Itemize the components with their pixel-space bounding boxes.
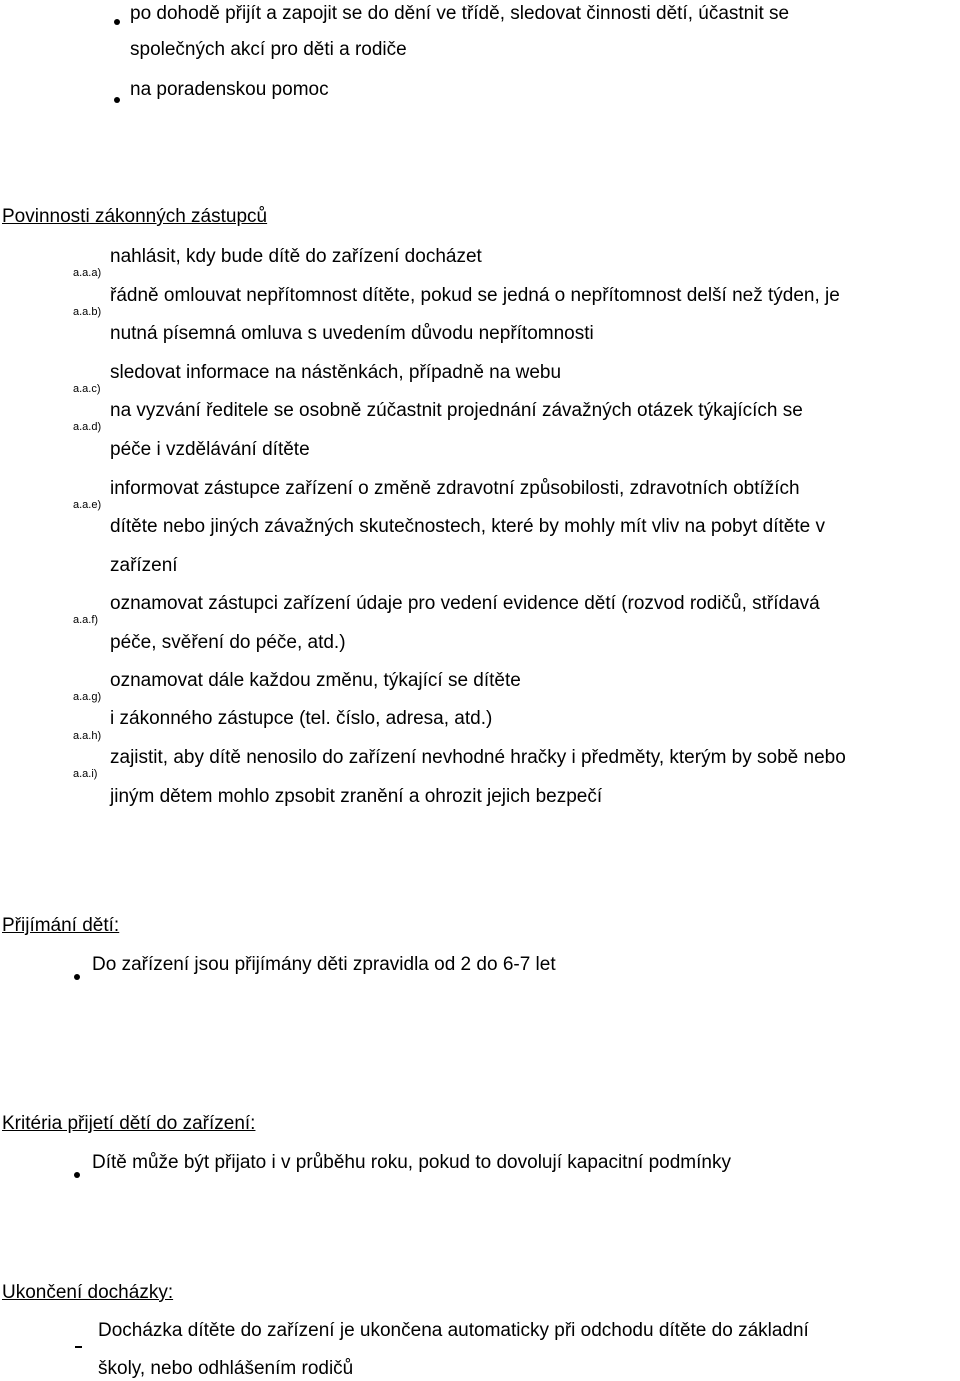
dash-icon — [75, 1346, 82, 1348]
duty-text: dítěte nebo jiných závažných skutečnostech, které by mohly mít vliv na pobyt dítěte v — [110, 516, 825, 537]
list-item-text: společných akcí pro děti a rodiče — [130, 39, 407, 60]
list-item-text: Do zařízení jsou přijímány děti zpravidla od 2 do 6-7 let — [92, 954, 556, 975]
duty-label: a.a.a) — [73, 267, 102, 279]
duty-text: zařízení — [110, 555, 178, 576]
duty-text: řádně omlouvat nepřítomnost dítěte, pokud se jedná o nepřítomnost delší než týden, je — [110, 285, 840, 306]
bullet-icon — [114, 97, 120, 103]
duty-label: a.a.e) — [73, 499, 102, 511]
duty-label: a.a.f) — [73, 614, 99, 626]
duty-text: oznamovat dále každou změnu, týkající se dítěte — [110, 670, 521, 691]
duty-text: nutná písemná omluva s uvedením důvodu nepřítomnosti — [110, 323, 594, 344]
section-heading-termination: Ukončení docházky: — [2, 1282, 174, 1303]
section-heading-duties: Povinnosti zákonných zástupců — [2, 206, 268, 227]
list-item-text: na poradenskou pomoc — [130, 79, 329, 100]
duty-label: a.a.b) — [73, 306, 102, 318]
duty-label: a.a.g) — [73, 691, 102, 703]
list-item-text: po dohodě přijít a zapojit se do dění ve třídě, sledovat činnosti dětí, účastnit se — [130, 3, 790, 24]
bullet-icon — [74, 1172, 80, 1178]
duty-text: i zákonného zástupce (tel. číslo, adresa, atd.) — [110, 708, 493, 729]
list-item-text: Docházka dítěte do zařízení je ukončena automaticky při odchodu dítěte do základní — [98, 1320, 809, 1341]
bullet-icon — [114, 19, 120, 25]
bullet-icon — [74, 974, 80, 980]
duty-text: sledovat informace na nástěnkách, případně na webu — [110, 362, 562, 383]
duty-text: informovat zástupce zařízení o změně zdravotní způsobilosti, zdravotních obtížích — [110, 478, 800, 499]
duty-text: oznamovat zástupci zařízení údaje pro vedení evidence dětí (rozvod rodičů, střídavá — [110, 593, 820, 614]
list-item-text: školy, nebo odhlášením rodičů — [98, 1358, 354, 1379]
section-heading-criteria: Kritéria přijetí dětí do zařízení: — [2, 1113, 256, 1134]
section-heading-admission: Přijímání dětí: — [2, 915, 120, 936]
duty-text: péče, svěření do péče, atd.) — [110, 632, 346, 653]
duty-text: péče i vzdělávání dítěte — [110, 439, 310, 460]
duty-text: jiným dětem mohlo zpsobit zranění a ohrozit jejich bezpečí — [110, 786, 603, 807]
duty-label: a.a.d) — [73, 421, 102, 433]
duty-text: nahlásit, kdy bude dítě do zařízení docházet — [110, 246, 482, 267]
duty-text: na vyzvání ředitele se osobně zúčastnit projednání závažných otázek týkajících se — [110, 400, 803, 421]
duty-label: a.a.i) — [73, 768, 98, 780]
duty-label: a.a.h) — [73, 730, 102, 742]
list-item-text: Dítě může být přijato i v průběhu roku, pokud to dovolují kapacitní podmínky — [92, 1152, 731, 1173]
duty-label: a.a.c) — [73, 383, 101, 395]
duty-text: zajistit, aby dítě nenosilo do zařízení nevhodné hračky i předměty, kterým by sobě nebo — [110, 747, 846, 768]
